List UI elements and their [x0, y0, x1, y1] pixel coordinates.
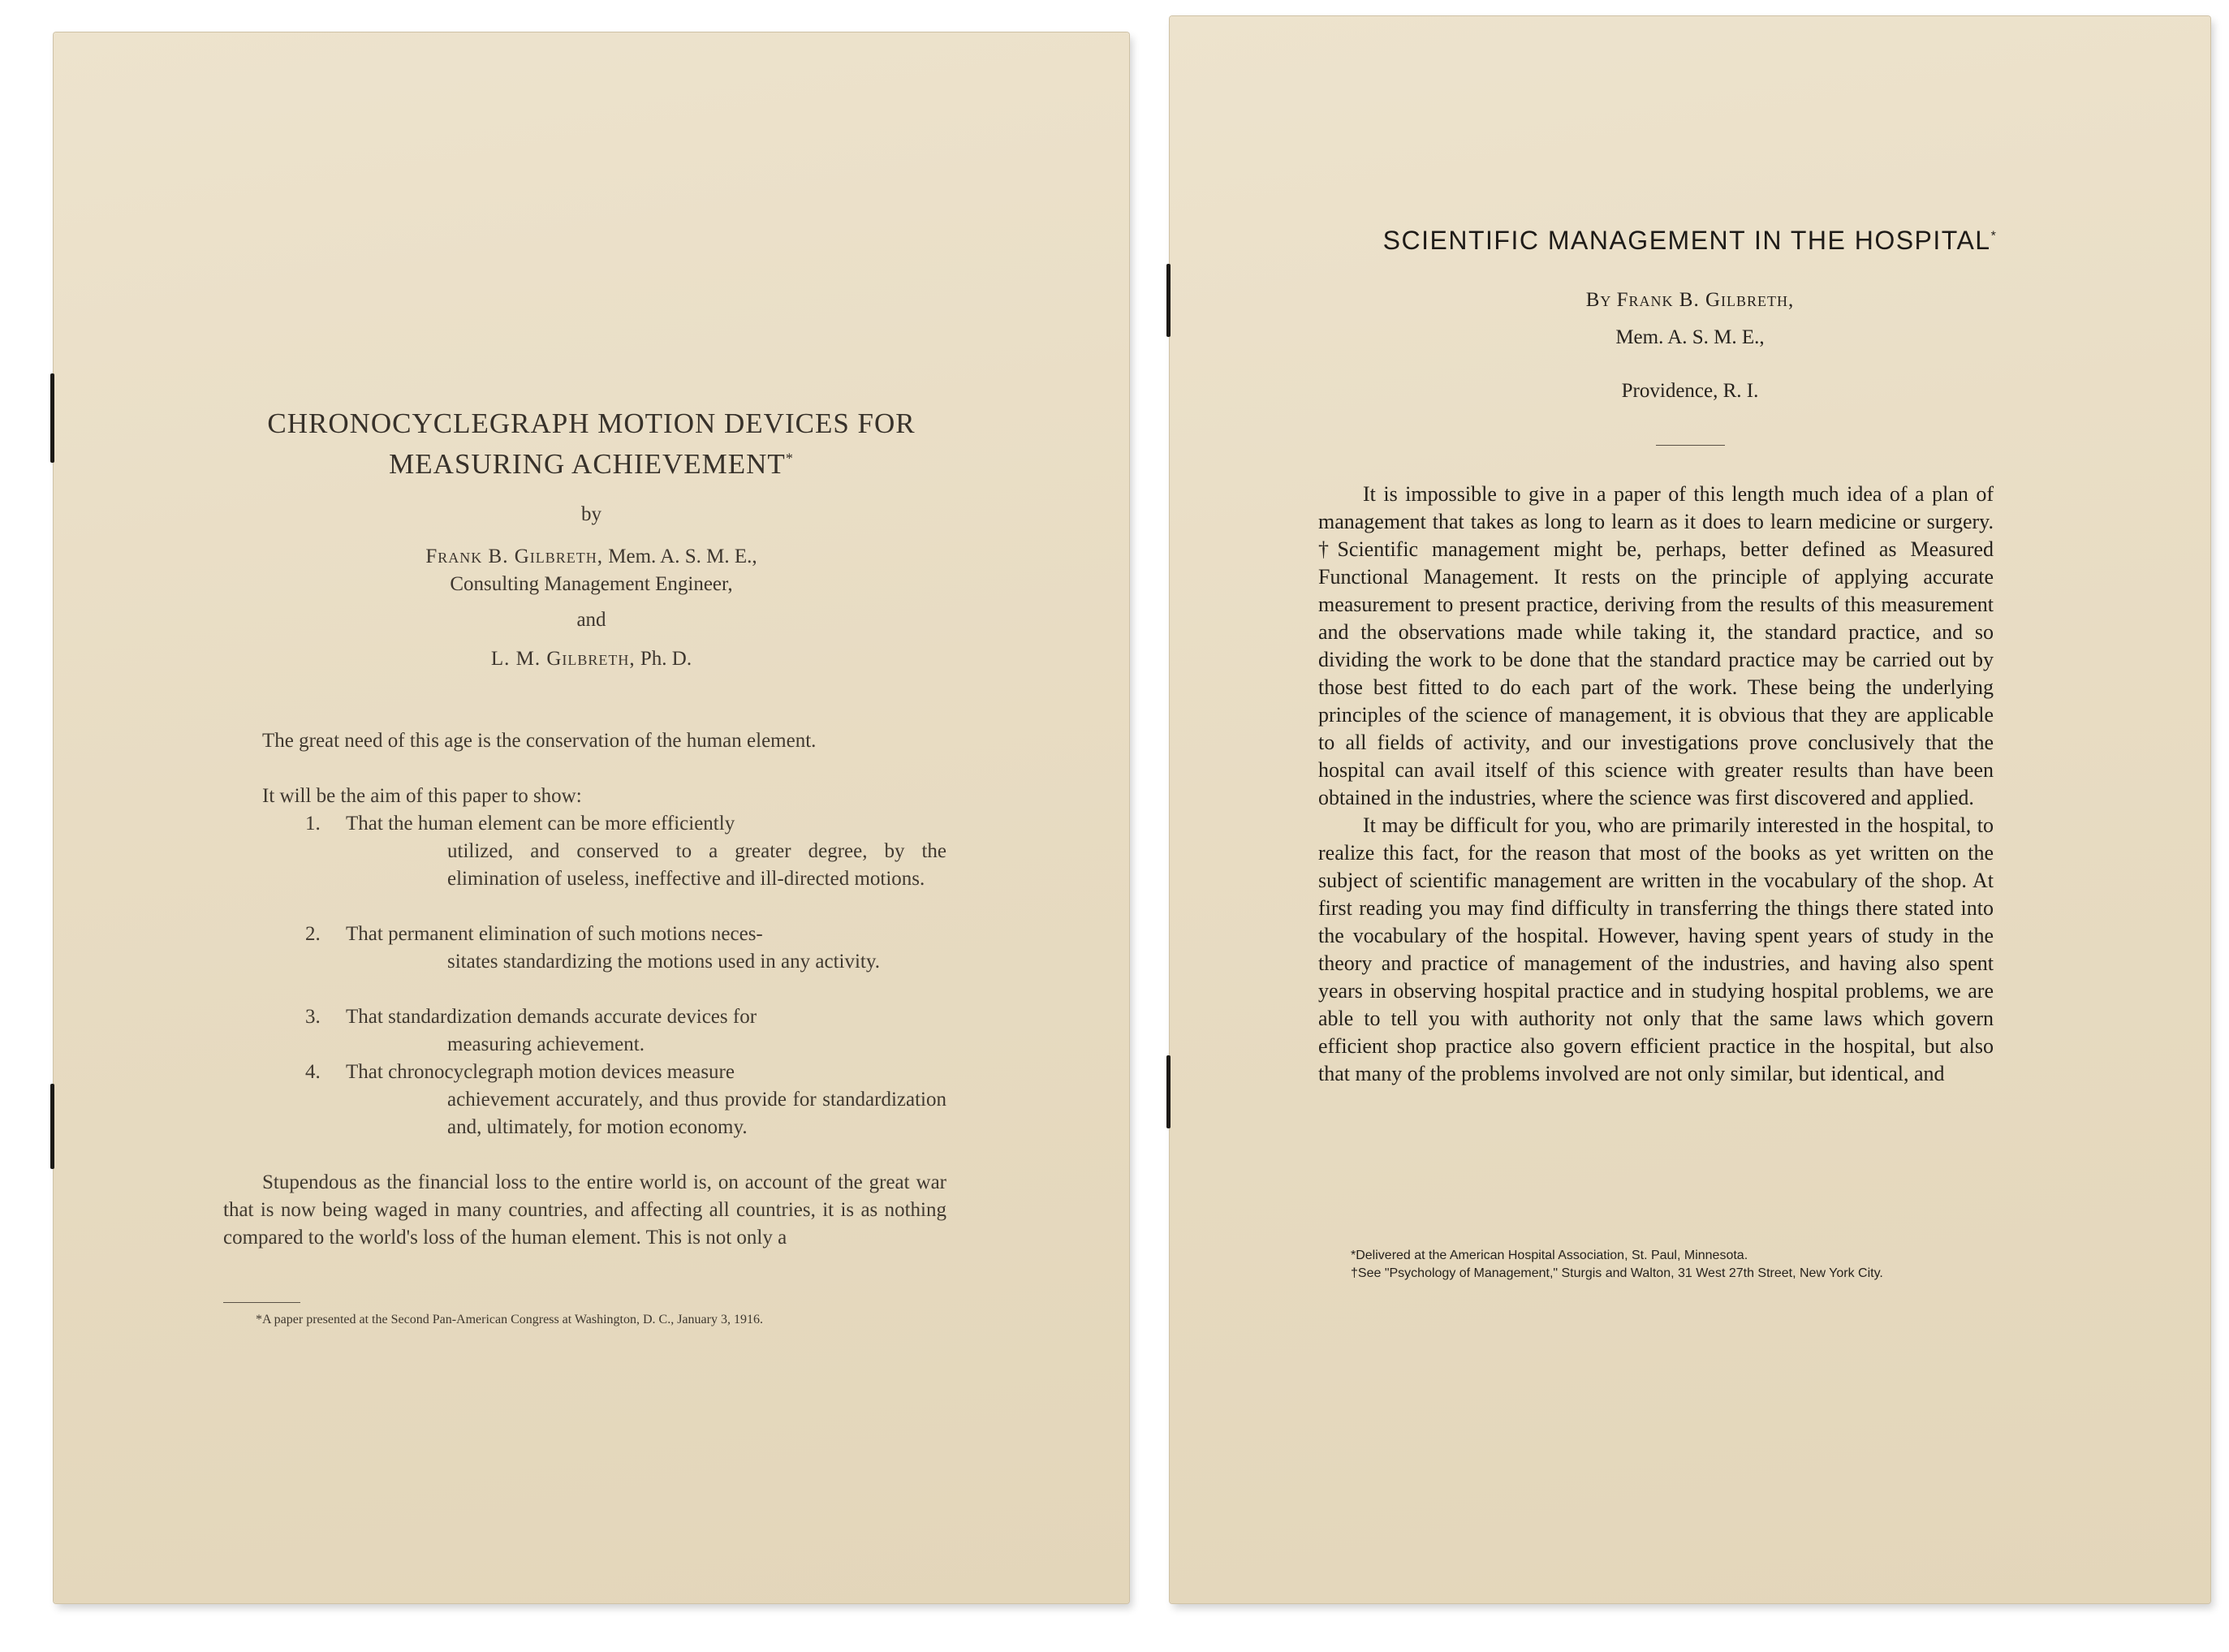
list-item-rest: utilized, and conserved to a greater degree, by the elimination of useless, ineffective and ill-directed motions.	[447, 840, 946, 890]
right-paragraph-2: It may be difficult for you, who are primarily interested in the hospital, to realize this fact, for the reason that most of the books as yet written on the subject of scientific management are written in the vocabulary of the shop. At first reading you may find difficulty in transferring the things there stated into the vocabulary of the hospital. However, having spent years of study in the theory and practice of management of the industries, and having also spent years in observing hospital practice and in studying hospital problems, we are able to tell you with authority not only that the same laws which govern efficient shop practice also govern efficient practice in the hospital, but also that many of the problems involved are not only similar, but identical, and	[1318, 813, 1994, 1085]
list-item-first-line: That chronocyclegraph motion devices measure	[346, 1061, 735, 1083]
byline-by: By	[1585, 289, 1612, 311]
right-location: Providence, R. I.	[1621, 380, 1759, 402]
right-title: SCIENTIFIC MANAGEMENT IN THE HOSPITAL*	[1382, 226, 1998, 255]
left-title-line2: MEASURING ACHIEVEMENT*	[389, 448, 794, 480]
left-pamphlet-page	[54, 32, 1129, 1603]
title-divider	[1656, 445, 1725, 446]
right-byline	[1170, 289, 2210, 312]
left-footnote: *A paper presented at the Second Pan-American Congress at Washington, D. C., January 3, 1916.	[256, 1313, 763, 1326]
list-item-first-line: That standardization demands accurate devices for	[346, 1006, 757, 1028]
author1-name: Frank B. Gilbreth,	[425, 546, 604, 567]
left-author1-title: Consulting Management Engineer,	[450, 573, 733, 595]
left-title-line1: CHRONOCYCLEGRAPH MOTION DEVICES FOR	[267, 408, 916, 439]
list-item-first-line: That permanent elimination of such motions neces-	[346, 923, 763, 945]
right-paragraph-1: It is impossible to give in a paper of this length much idea of a plan of management that takes as long to learn as it does to learn medicine or surgery. †Scientific management might be, perhaps, better defined as Measured Functional Management. It rests on the principle of applying accurate measurement to present practice, deriving from the results of this measurement and the observations made while taking it, the standard practice, and so dividing the work to be done that the standard practice may be carried out by those best fitted to do each part of the work. These being the underlying principles of the science of management, it is obvious that they are applicable to all fields of activity, and our investigations prove conclusively that the hospital can avail itself of this science with greater results than have been obtained in the industries, where the science was first discovered and applied.	[1318, 482, 1994, 809]
left-author1	[54, 546, 1129, 568]
list-item-number: 1.	[305, 813, 321, 835]
binding-staple-bottom	[1166, 1055, 1171, 1128]
left-and: and	[576, 609, 606, 631]
author2-name: L. M. Gilbreth,	[490, 648, 636, 670]
author1-membership: Mem. A. S. M. E.,	[608, 546, 757, 567]
right-footnote-2: †See "Psychology of Management," Sturgis and Walton, 31 West 27th Street, New York City.	[1351, 1266, 1883, 1280]
left-closing-paragraph: Stupendous as the financial loss to the entire world is, on account of the great war that is now being waged in many countries, and affecting all countries, it is as nothing compared to the world's loss of the human element. This is not only a	[223, 1171, 946, 1249]
byline-name: Frank B. Gilbreth,	[1616, 289, 1795, 311]
left-author2	[54, 648, 1129, 671]
list-item-rest: achievement accurately, and thus provide for standardization and, ultimately, for motion economy.	[447, 1089, 946, 1138]
title-footnote-mark: *	[1990, 229, 1998, 244]
binding-staple-bottom	[50, 1084, 54, 1169]
right-body	[1318, 481, 1994, 1088]
list-item-number: 4.	[305, 1061, 321, 1083]
right-footnote-1: *Delivered at the American Hospital Association, St. Paul, Minnesota.	[1351, 1249, 1748, 1262]
list-item-number: 2.	[305, 923, 321, 945]
list-item-first-line: That the human element can be more efficiently	[346, 813, 735, 835]
left-aim-line: It will be the aim of this paper to show:	[262, 785, 582, 807]
left-by: by	[581, 503, 601, 525]
left-footnote-rule	[223, 1302, 300, 1303]
list-item-rest: measuring achievement.	[447, 1033, 645, 1055]
right-membership: Mem. A. S. M. E.,	[1615, 326, 1765, 348]
list-item-rest: sitates standardizing the motions used in any activity.	[447, 951, 880, 973]
right-footnotes	[1318, 1247, 1994, 1283]
right-pamphlet-page	[1170, 16, 2210, 1603]
title-footnote-mark: *	[785, 450, 794, 467]
list-item-number: 3.	[305, 1006, 321, 1028]
left-intro-paragraph: The great need of this age is the conservation of the human element.	[262, 730, 817, 752]
author2-degree: Ph. D.	[640, 648, 692, 670]
